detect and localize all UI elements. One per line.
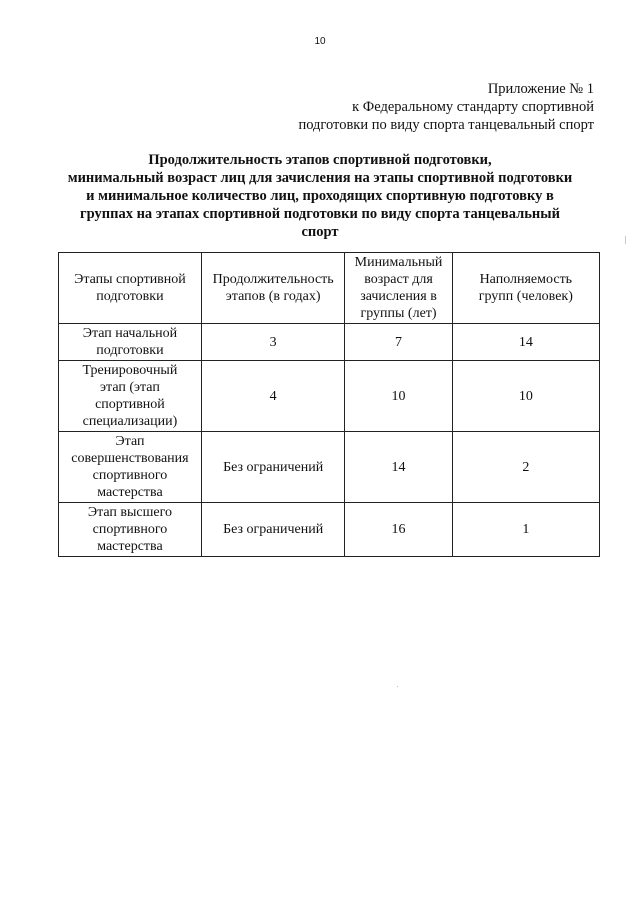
header-min-age: Минимальный возраст для зачисления в группы (лет) (345, 253, 452, 324)
cell-stage: Этап высшего спортивного мастерства (59, 503, 202, 557)
cell-min-age: 10 (345, 361, 452, 432)
stages-table (58, 252, 600, 557)
table-row (59, 324, 600, 361)
cell-min-age: 7 (345, 324, 452, 361)
table-row (59, 432, 600, 503)
cell-min-age: 14 (345, 432, 452, 503)
cell-group-size: 10 (452, 361, 599, 432)
cell-stage: Этап начальной подготовки (59, 324, 202, 361)
cell-duration: Без ограничений (201, 503, 345, 557)
table-row (59, 503, 600, 557)
header-stage: Этапы спортивной подготовки (59, 253, 202, 324)
cell-group-size: 1 (452, 503, 599, 557)
table-row (59, 361, 600, 432)
appendix-line-3: подготовки по виду спорта танцевальный спорт (298, 117, 594, 133)
cell-group-size: 2 (452, 432, 599, 503)
title-line-4: группах на этапах спортивной подготовки по виду спорта танцевальный (80, 206, 560, 222)
cell-duration: Без ограничений (201, 432, 345, 503)
header-group-size: Наполняемость групп (человек) (452, 253, 599, 324)
appendix-header (298, 80, 594, 134)
cell-stage: Тренировочный этап (этап спортивной специализации) (59, 361, 202, 432)
scan-speck (397, 686, 398, 687)
scan-edge-mark (625, 236, 626, 244)
cell-duration: 3 (201, 324, 345, 361)
appendix-line-1: Приложение № 1 (487, 81, 594, 97)
page-number: 10 (314, 36, 326, 47)
cell-group-size: 14 (452, 324, 599, 361)
cell-min-age: 16 (345, 503, 452, 557)
title-line-2: минимальный возраст лиц для зачисления на этапы спортивной подготовки (67, 170, 573, 186)
document-title (40, 151, 600, 241)
appendix-line-2: к Федеральному стандарту спортивной (352, 99, 594, 115)
table-header-row (59, 253, 600, 324)
title-line-3: и минимальное количество лиц, проходящих спортивную подготовку в (86, 188, 554, 204)
title-line-5: спорт (301, 224, 339, 240)
header-duration: Продолжительность этапов (в годах) (201, 253, 345, 324)
cell-stage: Этап совершенствования спортивного мастерства (59, 432, 202, 503)
title-line-1: Продолжительность этапов спортивной подготовки, (148, 152, 492, 168)
cell-duration: 4 (201, 361, 345, 432)
